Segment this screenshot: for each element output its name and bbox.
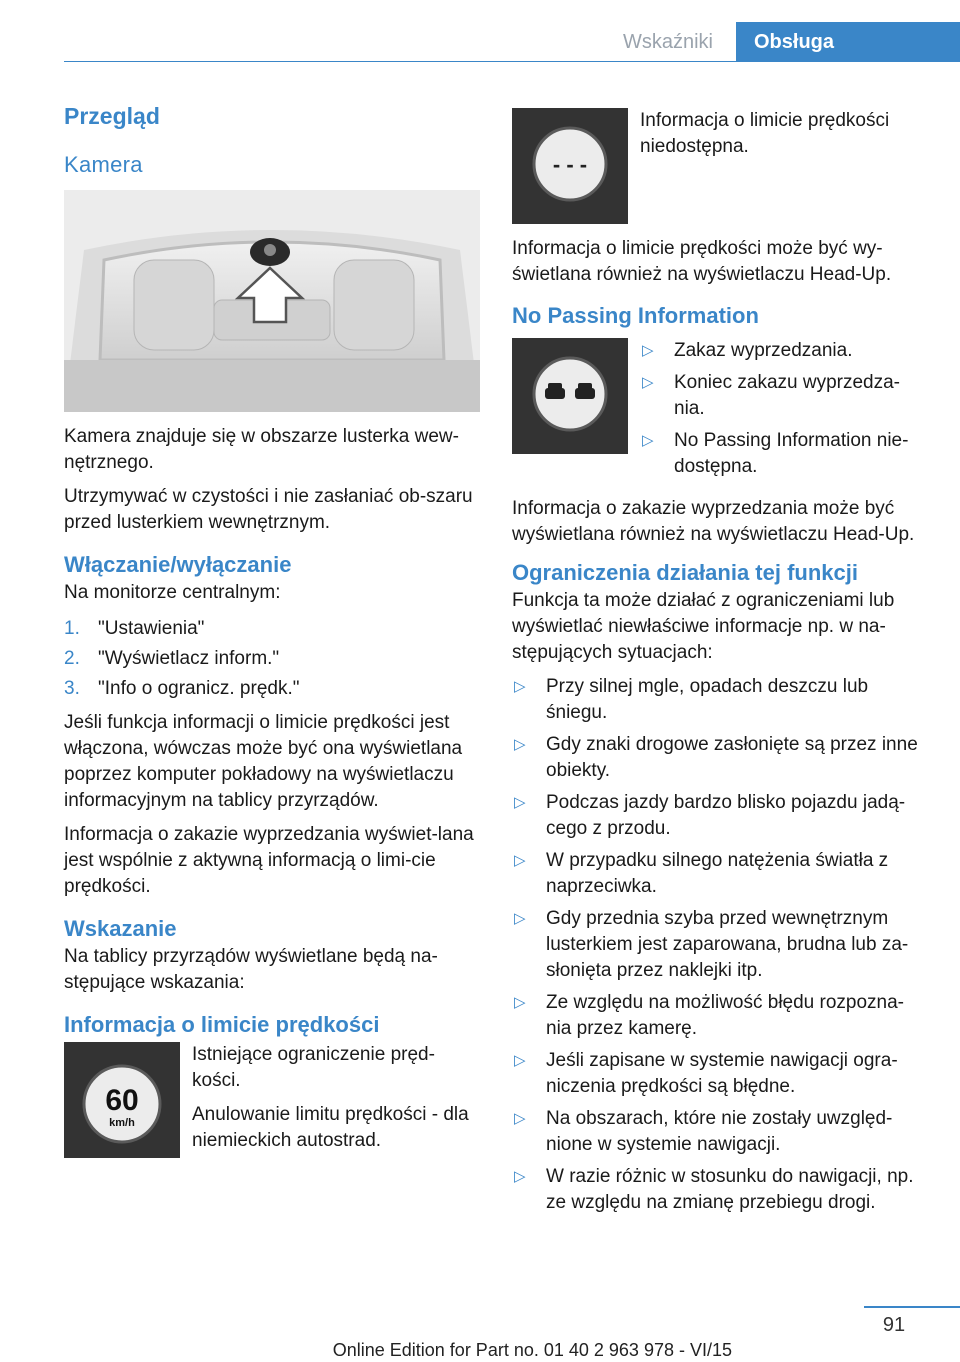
list-item: 3. "Info o ogranicz. prędk." — [64, 678, 300, 699]
onoff-paragraph-1: Jeśli funkcja informacji o limicie prędkości jest włączona, wówczas może być ona wyświetlana poprzez komputer pokładowy na wyświetlaczu informacyjnym na tablicy przyrządów. — [64, 712, 463, 811]
speed-limit-unavailable-sign-icon — [512, 108, 628, 224]
no-passing-sign-row — [512, 338, 928, 486]
limits-intro: Funkcja ta może działać z ograniczeniami lub wyświetlać niewłaściwe informacje np. w na-stępujących sytuacjach: — [512, 590, 895, 663]
tab-obsluga-label: Obsługa — [754, 31, 835, 53]
speed-limit-60-sign-icon — [64, 1042, 180, 1158]
sign-speed-number: 60 — [105, 1084, 139, 1117]
camera-paragraph-1: Kamera znajduje się w obszarze lusterka wew-nętrznego. — [64, 426, 459, 473]
speed-sign-text — [192, 1042, 480, 1162]
triangle-bullet-icon: ▷ — [514, 736, 526, 753]
camera-heading: Kamera — [64, 152, 143, 177]
onoff-paragraph-2: Informacja o zakazie wyprzedzania wyświet-lana jest wspólnie z aktywną informacją o limi-cie prędkości. — [64, 824, 474, 897]
left-column — [64, 96, 480, 1162]
triangle-bullet-icon: ▷ — [642, 342, 654, 359]
triangle-bullet-icon: ▷ — [514, 852, 526, 869]
steps-list — [64, 614, 480, 704]
list-item: ▷ Ze względu na możliwość błędu rozpozna-nia przez kamerę. — [514, 992, 905, 1039]
section-title: Przegląd — [64, 103, 160, 129]
list-item: ▷ Jeśli zapisane w systemie nawigacji ogra-niczenia prędkości są błędne. — [514, 1050, 898, 1097]
triangle-bullet-icon: ▷ — [514, 1168, 526, 1185]
list-item: 1. "Ustawienia" — [64, 618, 205, 639]
onoff-intro: Na monitorze centralnym: — [64, 582, 281, 603]
sign-speed-unit: km/h — [109, 1117, 135, 1129]
limits-list — [512, 674, 928, 1216]
camera-paragraph-2: Utrzymywać w czystości i nie zasłaniać ob-szaru przed lusterkiem wewnętrznym. — [64, 486, 473, 533]
unavailable-paragraph: Informacja o limicie prędkości niedostępna. — [640, 110, 890, 157]
onoff-heading: Włączanie/wyłączanie — [64, 552, 292, 577]
list-item: ▷ Na obszarach, które nie zostały uwzględ-nione w systemie nawigacji. — [514, 1108, 893, 1155]
unavailable-sign-row — [512, 108, 928, 224]
list-item: ▷ Zakaz wyprzedzania. — [640, 338, 928, 364]
triangle-bullet-icon: ▷ — [514, 794, 526, 811]
triangle-bullet-icon: ▷ — [514, 1052, 526, 1069]
tab-wskazniki: Wskaźniki — [622, 31, 713, 53]
no-passing-heading: No Passing Information — [512, 303, 759, 328]
list-item: ▷ W razie różnic w stosunku do nawigacji, np. ze względu na zmianę przebiegu drogi. — [514, 1166, 914, 1213]
speed-info-heading: Informacja o limicie prędkości — [64, 1012, 380, 1037]
indication-heading: Wskazanie — [64, 916, 177, 941]
triangle-bullet-icon: ▷ — [642, 432, 654, 449]
list-item: ▷ Gdy znaki drogowe zasłonięte są przez inne obiekty. — [514, 734, 918, 781]
triangle-bullet-icon: ▷ — [514, 994, 526, 1011]
list-item: ▷ Przy silnej mgle, opadach deszczu lub śniegu. — [514, 676, 869, 723]
triangle-bullet-icon: ▷ — [642, 374, 654, 391]
tab-obsluga — [736, 22, 960, 62]
no-passing-list — [640, 338, 928, 480]
speed-paragraph-2: Anulowanie limitu prędkości - dla niemieckich autostrad. — [192, 1104, 469, 1151]
list-item: ▷ W przypadku silnego natężenia światła z naprzeciwka. — [514, 850, 889, 897]
triangle-bullet-icon: ▷ — [514, 910, 526, 927]
edition-footer: Online Edition for Part no. 01 40 2 963 978 - VI/15 — [332, 1340, 732, 1360]
list-item: ▷ Podczas jazdy bardzo blisko pojazdu jadą-cego z przodu. — [514, 792, 906, 839]
camera-illustration — [64, 190, 480, 412]
triangle-bullet-icon: ▷ — [514, 678, 526, 695]
speed-paragraph-1: Istniejące ograniczenie pręd-kości. — [192, 1044, 435, 1091]
header-divider — [64, 61, 960, 62]
no-passing-paragraph: Informacja o zakazie wyprzedzania może być wyświetlana również na wyświetlaczu Head-Up. — [512, 498, 915, 545]
speed-sign-row — [64, 1042, 480, 1162]
sign-dashes: - - - — [552, 152, 588, 177]
footer-divider — [864, 1306, 960, 1308]
list-item: ▷ Gdy przednia szyba przed wewnętrznym lusterkiem jest zaparowana, brudna lub za-słonięta przez naklejki itp. — [514, 908, 909, 981]
list-item: ▷ No Passing Information nie-dostępna. — [642, 430, 909, 477]
no-passing-sign-icon — [512, 338, 628, 454]
right-column — [512, 108, 928, 1222]
indication-paragraph: Na tablicy przyrządów wyświetlane będą na-stępujące wskazania: — [64, 946, 438, 993]
headup-paragraph: Informacja o limicie prędkości może być wy-świetlana również na wyświetlaczu Head-Up. — [512, 238, 892, 285]
triangle-bullet-icon: ▷ — [514, 1110, 526, 1127]
limits-heading: Ograniczenia działania tej funkcji — [512, 560, 858, 585]
page-number: 91 — [882, 1314, 906, 1336]
list-item: 2. "Wyświetlacz inform." — [64, 648, 280, 669]
list-item: ▷ Koniec zakazu wyprzedza-nia. — [642, 372, 900, 419]
